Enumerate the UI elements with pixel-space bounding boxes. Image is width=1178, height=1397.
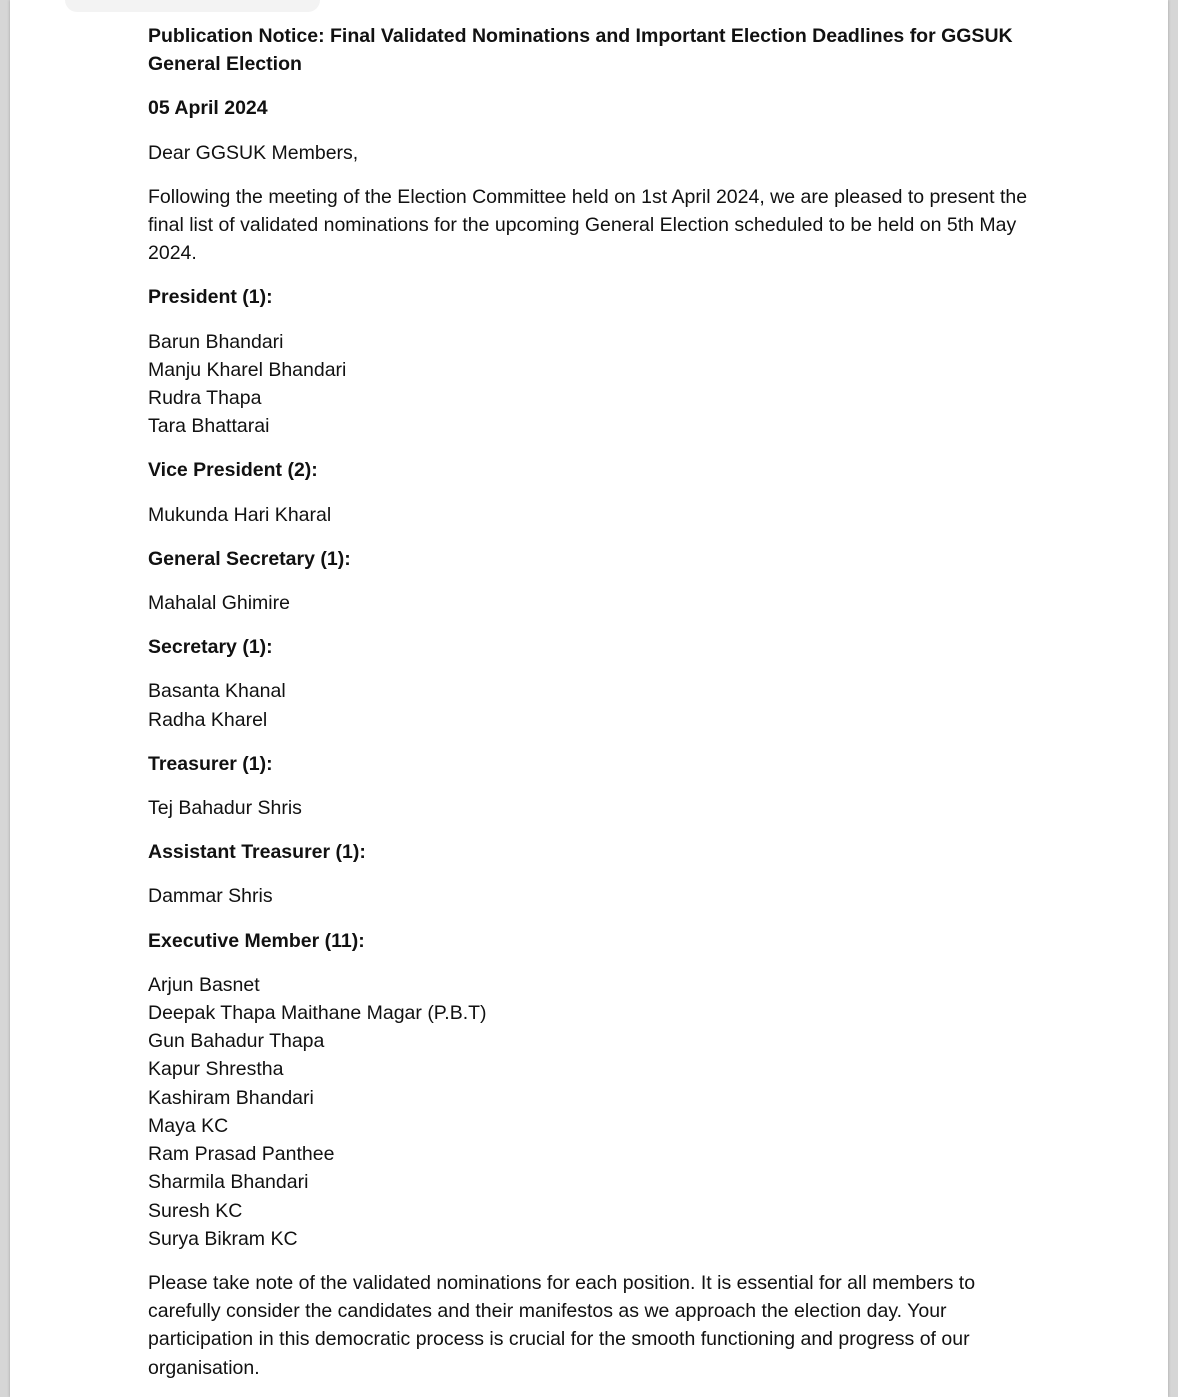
nominee-name: Kashiram Bhandari [148,1086,314,1109]
document-body [148,22,1038,1397]
nominee-list [148,794,1038,822]
nominee-list [148,971,1038,1253]
notice-date: 05 April 2024 [148,97,268,120]
nominee-name: Surya Bikram KC [148,1227,298,1250]
nominee-name: Radha Kharel [148,708,268,731]
nominee-name: Basanta Khanal [148,680,286,703]
nominee-list [148,589,1038,617]
section-heading: Vice President (2): [148,459,318,482]
greeting: Dear GGSUK Members, [148,141,359,164]
section-heading: General Secretary (1): [148,547,351,570]
nominee-name: Kapur Shrestha [148,1058,284,1081]
nominee-name: Barun Bhandari [148,330,284,353]
nominee-name: Arjun Basnet [148,973,260,996]
intro-paragraph: Following the meeting of the Election Committee held on 1st April 2024, we are pleased to present the final list of validated nominations for the upcoming General Election scheduled to be held on 5th May 2024. [148,185,1028,265]
section-heading: Executive Member (11): [148,929,365,952]
nominee-list [148,328,1038,441]
section-heading: Assistant Treasurer (1): [148,841,366,864]
section-heading: Secretary (1): [148,636,273,659]
notice-title: Publication Notice: Final Validated Nominations and Important Election Deadlines for GGSUK General Election [148,25,1013,76]
nominee-name: Mahalal Ghimire [148,592,290,615]
nominee-list [148,677,1038,733]
nominee-name: Gun Bahadur Thapa [148,1030,325,1053]
nominee-name: Tara Bhattarai [148,415,270,438]
nominee-name: Deepak Thapa Maithane Magar (P.B.T) [148,1002,487,1025]
nominee-list [148,882,1038,910]
nominee-name: Ram Prasad Panthee [148,1143,335,1166]
nominee-name: Mukunda Hari Kharal [148,503,332,526]
section-heading: Treasurer (1): [148,752,273,775]
page-edge-shadow [65,0,320,12]
document-page [10,0,1168,1397]
nominations-list [148,283,1038,1252]
nominee-name: Dammar Shris [148,885,273,908]
nominee-name: Manju Kharel Bhandari [148,358,347,381]
nominee-list [148,501,1038,529]
nominee-name: Rudra Thapa [148,387,262,410]
section-heading: President (1): [148,286,273,309]
closing-paragraph: Please take note of the validated nominations for each position. It is essential for all members to carefully consider the candidates and their manifestos as we approach the election day. Your participation in this democratic process is crucial for the smooth functioning and progress of our organisation. [148,1271,976,1379]
nominee-name: Maya KC [148,1114,229,1137]
nominee-name: Sharmila Bhandari [148,1171,309,1194]
nominee-name: Suresh KC [148,1199,243,1222]
nominee-name: Tej Bahadur Shris [148,797,302,820]
